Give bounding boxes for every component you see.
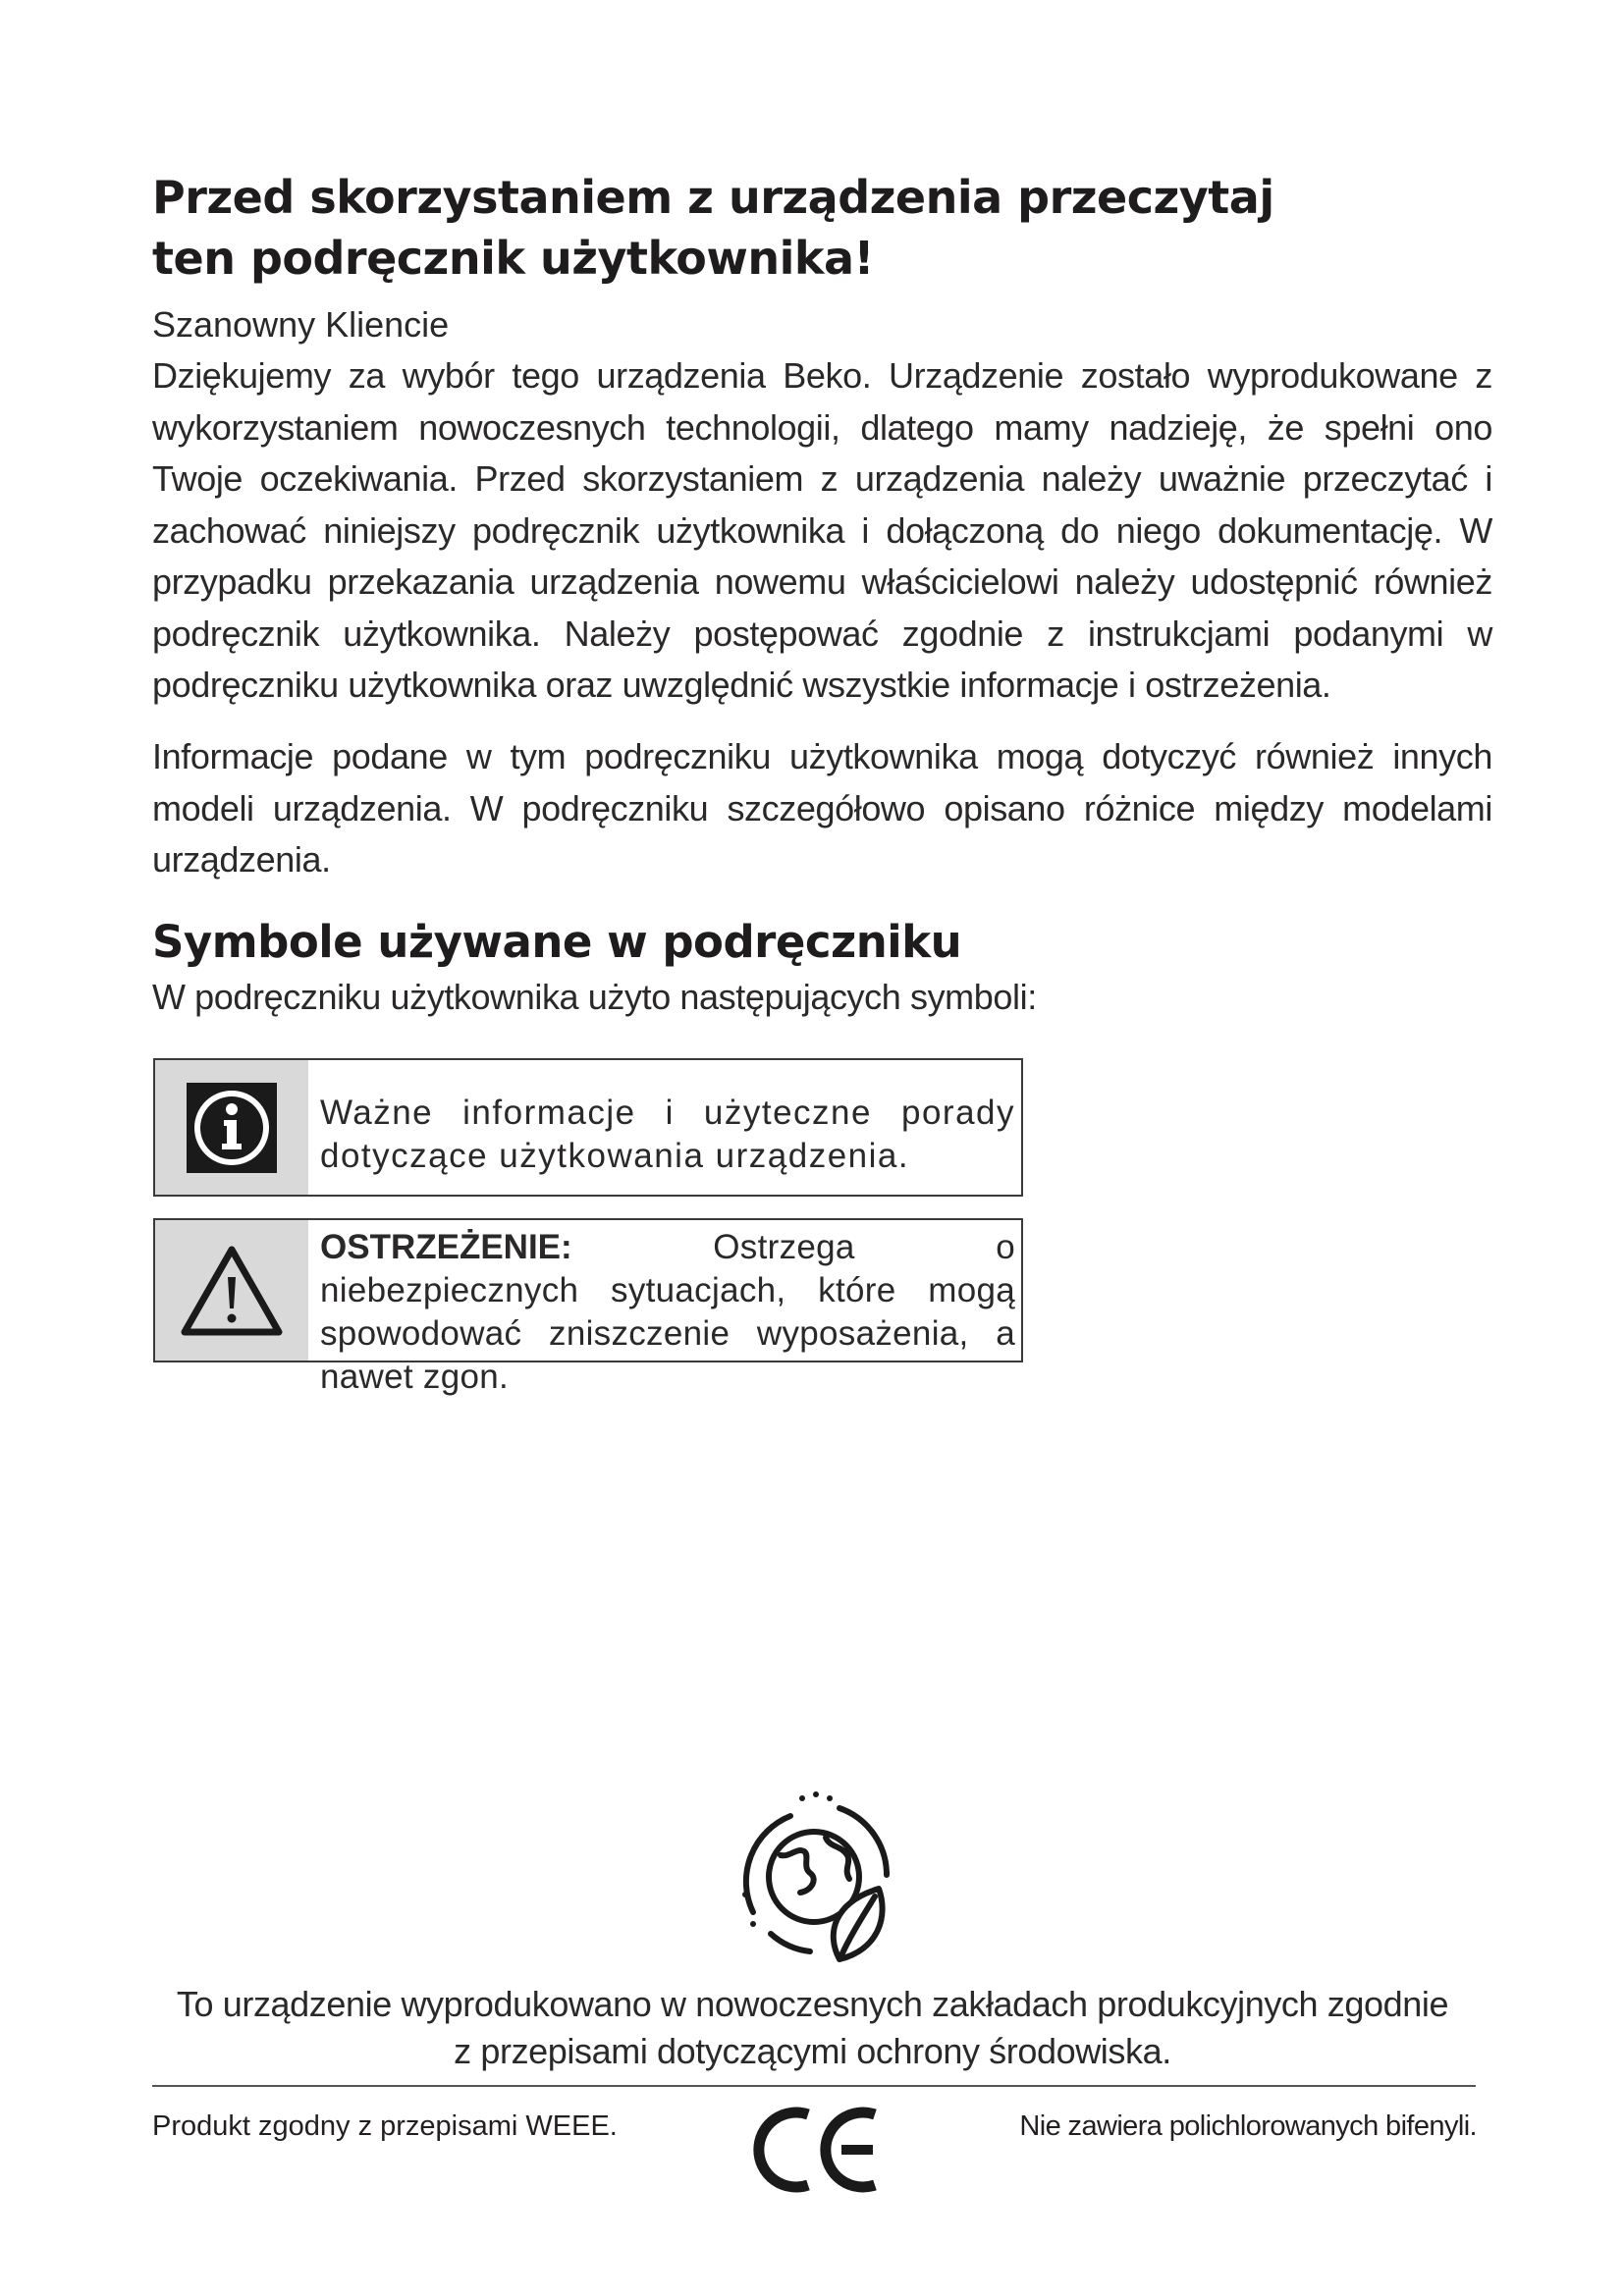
warning-icon [177,1242,287,1340]
intro-paragraph-1: Dziękujemy za wybór tego urządzenia Beko. Urządzenie zostało wyprodukowane z wykorzystaniem nowoczesnych technologii, dlatego mamy nadzieję, że spełni ono Twoje oczekiwania. Przed skorzystaniem z urządzenia należy uważnie przeczytać i zachować niniejszy podręcznik użytkownika i dołączoną do niego dokumentację. W przypadku przekazania urządzenia nowemu właścicielowi należy udostępnić również podręcznik użytkownika. Należy postępować zgodnie z instrukcjami podanymi w podręczniku użytkownika oraz uwzględnić wszystkie informacje i ostrzeżenia. [152,355,1492,705]
page-title [152,167,1429,289]
info-icon-cell [155,1060,308,1195]
warning-text-block [308,1220,1021,1396]
warning-symbol-box [153,1218,1023,1396]
eco-globe-leaf-icon [731,1787,898,1973]
weee-notice: Produkt zgodny z przepisami WEEE. [152,2110,618,2142]
info-symbol-box [153,1058,1023,1197]
symbols-intro: W podręczniku użytkownika użyto następujących symboli: [152,977,1037,1017]
eco-statement-line2: z przepisami dotyczącymi ochrony środowiska. [454,2031,1171,2071]
intro-paragraph-2: Informacje podane w tym podręczniku użytkownika mogą dotyczyć również innych modeli urządzenia. W podręczniku szczegółowo opisano różnice między modelami urządzenia. [152,736,1492,880]
info-icon [185,1081,279,1175]
info-text: Ważne informacje i użyteczne porady dotyczące użytkowania urządzenia. [320,1094,1015,1175]
warning-label: OSTRZEŻENIE: [320,1228,572,1266]
greeting: Szanowny Kliencie [152,304,450,345]
warning-icon-cell [155,1220,308,1361]
pcb-notice: Nie zawiera polichlorowanych bifenyli. [1019,2110,1477,2142]
eco-statement-line1: To urządzenie wyprodukowano w nowoczesnych zakładach produkcyjnych zgodnie [176,1984,1449,2024]
page-title-line1: Przed skorzystaniem z urządzenia przeczytaj [152,171,1274,224]
warning-text: Ostrzega o niebezpiecznych sytuacjach, które mogą spowodować zniszczenie wyposażenia, a nawet zgon. [320,1228,1015,1396]
ce-mark-icon [751,2101,884,2199]
footer-divider [152,2085,1476,2087]
symbols-heading: Symbole używane w podręczniku [152,916,962,968]
eco-statement [152,1981,1473,2075]
page-title-line2: ten podręcznik użytkownika! [152,232,875,285]
